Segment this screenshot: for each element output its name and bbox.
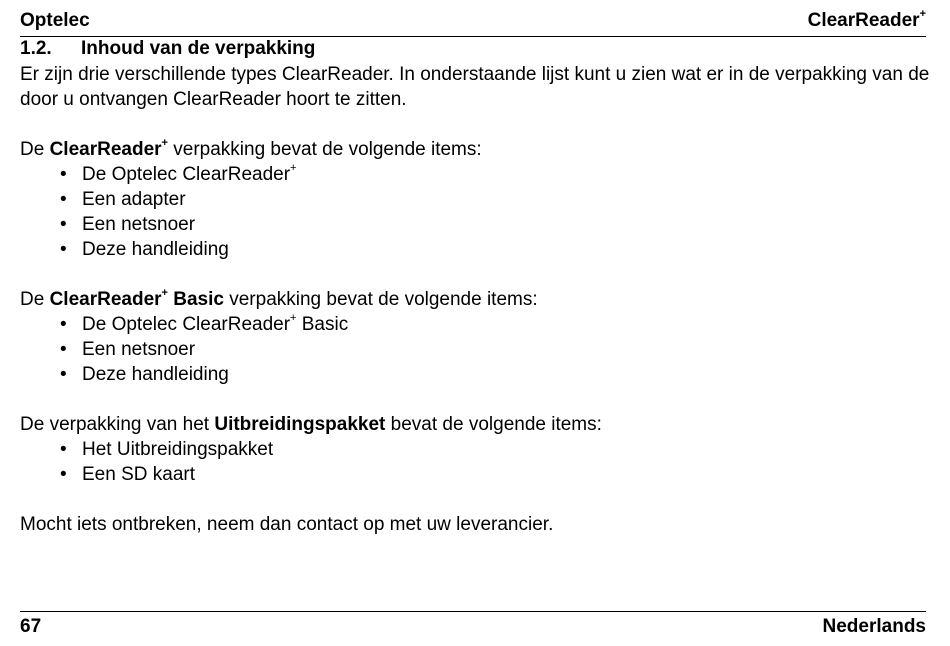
list-item-sup: +	[290, 161, 297, 174]
list-item-text: Het Uitbreidingspakket	[82, 439, 274, 460]
list-item-text: Deze handleiding	[82, 364, 229, 385]
list-item	[20, 437, 930, 462]
footer-language: Nederlands	[822, 616, 926, 637]
group-2-prefix: De	[20, 289, 50, 310]
group-2-sup: +	[161, 286, 168, 299]
list-item-after: Basic	[296, 314, 349, 335]
group-3-prefix: De verpakking van het	[20, 414, 215, 435]
page-footer	[20, 611, 926, 640]
list-item	[20, 337, 930, 362]
group-3-bold: Uitbreidingspakket	[214, 414, 386, 435]
list-item	[20, 212, 930, 237]
page-header	[20, 9, 926, 37]
group-2-list	[20, 312, 930, 387]
section-title: Inhoud van de verpakking	[81, 38, 316, 59]
group-1-prefix: De	[20, 139, 50, 160]
header-product	[808, 9, 926, 33]
closing-paragraph: Mocht iets ontbreken, neem dan contact op met uw leverancier.	[20, 514, 554, 535]
intro-paragraph: Er zijn drie verschillende types ClearReader. In onderstaande lijst kunt u zien wat er in de verpakking van de door u ontvangen ClearReader hoort te zitten.	[20, 64, 930, 110]
header-brand: Optelec	[20, 10, 90, 31]
list-item	[20, 237, 930, 262]
group-1-heading	[20, 137, 930, 162]
section-heading	[20, 36, 930, 62]
list-item-text: De Optelec ClearReader	[82, 164, 291, 185]
list-item-sup: +	[290, 311, 297, 324]
group-1-suffix: verpakking bevat de volgende items:	[167, 139, 482, 160]
group-1-list	[20, 162, 930, 262]
list-item	[20, 162, 930, 187]
list-item-text: De Optelec ClearReader	[82, 314, 291, 335]
group-3-suffix: bevat de volgende items:	[385, 414, 602, 435]
page-number: 67	[20, 616, 42, 637]
group-2-heading	[20, 287, 930, 312]
header-product-name: ClearReader	[807, 10, 920, 31]
group-1-bold: ClearReader	[49, 139, 162, 160]
page-content	[20, 36, 930, 537]
list-item	[20, 312, 930, 337]
group-2-suffix: verpakking bevat de volgende items:	[223, 289, 538, 310]
group-2-bold-after: Basic	[167, 289, 224, 310]
section-number: 1.2.	[20, 38, 52, 59]
list-item-text: Deze handleiding	[82, 239, 229, 260]
list-item	[20, 187, 930, 212]
list-item-text: Een SD kaart	[82, 464, 195, 485]
header-product-sup: +	[919, 7, 926, 20]
group-3-heading	[20, 412, 930, 437]
list-item	[20, 362, 930, 387]
list-item	[20, 462, 930, 487]
group-3-list	[20, 437, 930, 487]
list-item-text: Een netsnoer	[82, 339, 196, 360]
group-2-bold: ClearReader	[49, 289, 162, 310]
list-item-text: Een netsnoer	[82, 214, 196, 235]
group-1-sup: +	[161, 136, 168, 149]
list-item-text: Een adapter	[82, 189, 186, 210]
